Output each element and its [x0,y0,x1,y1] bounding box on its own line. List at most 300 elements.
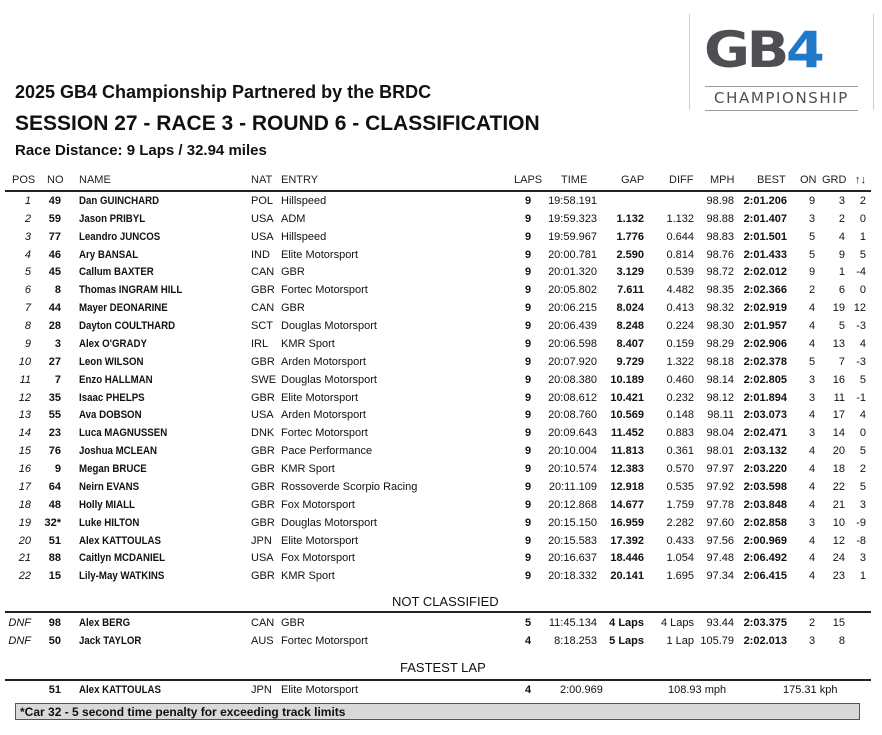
cell-pos: 15 [18,445,31,458]
cell-grd: 23 [832,570,845,583]
cell-pos: DNF [8,617,31,629]
cell-name: Caitlyn MCDANIEL [79,552,166,565]
cell-mph: 98.98 [706,195,734,207]
cell-mph: 98.88 [706,212,734,225]
cell-laps: 4 [524,635,532,647]
cell-best: 2:00.969 [743,534,787,547]
logo-gb-text: GB [704,21,786,79]
cell-nat: GBR [251,355,275,368]
cell-no: 35 [48,391,61,404]
cell-best: 2:06.415 [743,570,787,583]
cell-mph: 97.60 [706,516,734,529]
cell-nat: DNK [251,427,275,440]
cell-no: 28 [48,320,61,333]
cell-pos: 20 [18,534,31,547]
cell-on: 3 [808,516,816,529]
table-row [0,425,882,443]
cell-laps: 9 [524,248,532,261]
cell-pos: 19 [18,516,31,529]
cell-entry: Hillspeed [281,195,327,207]
cell-no: 45 [48,266,61,279]
cell-time: 8:18.253 [554,635,597,647]
cell-nat: CAN [251,266,275,279]
table-row [0,193,882,211]
cell-entry: Fortec Motorsport [281,635,368,647]
cell-diff: 0.361 [666,445,694,458]
cell-pos: 14 [18,427,31,440]
cell-nat: GBR [251,516,275,529]
cell-best: 2:06.492 [743,552,787,565]
cell-gap: 12.383 [610,463,644,476]
cell-time: 20:12.868 [548,498,597,511]
cell-diff: 0.232 [666,391,694,404]
cell-grd: 22 [832,480,845,493]
cell-on: 2 [808,617,816,629]
cell-gap: 2.590 [616,248,644,261]
cell-diff: 1 Lap [666,635,694,647]
cell-best: 2:02.366 [743,284,787,297]
cell-grd: 21 [832,498,845,511]
fastest-lap-row [0,682,882,700]
cell-gap: 3.129 [616,266,644,279]
cell-gap: 11.813 [610,445,644,458]
cell-on: 3 [808,635,816,647]
cell-time: 20:09.643 [548,427,597,440]
cell-mph: 98.11 [707,409,734,422]
cell-name: Megan BRUCE [79,463,147,476]
fastest-lap-title: FASTEST LAP [400,660,486,675]
cell-name: Luke HILTON [79,516,140,529]
cell-laps: 9 [524,463,532,476]
cell-diff: 0.535 [666,480,694,493]
cell-chg: -1 [856,391,866,404]
cell-time: 20:00.781 [548,248,597,261]
cell-best: 2:02.919 [743,302,787,315]
cell-on: 4 [808,480,816,493]
cell-laps: 9 [524,552,532,565]
cell-nat: GBR [251,498,275,511]
cell-time: 20:08.612 [548,391,597,404]
cell-laps: 9 [524,516,532,529]
cell-grd: 24 [832,552,845,565]
col-best: BEST [757,174,786,186]
cell-laps: 5 [524,617,532,629]
cell-chg: -3 [856,355,866,368]
cell-gap: 5 Laps [609,635,644,647]
cell-laps: 9 [524,230,532,243]
cell-laps: 9 [524,409,532,422]
cell-no: 88 [48,552,61,565]
cell-pos: 2 [24,212,31,225]
cell-grd: 14 [832,427,845,440]
cell-mph: 97.48 [706,552,734,565]
cell-entry: Fox Motorsport [281,498,355,511]
dnf-row [0,633,882,651]
cell-on: 5 [808,355,816,368]
cell-on: 2 [808,284,816,297]
table-row [0,407,882,425]
cell-no: 32* [44,516,61,529]
cell-diff: 4.482 [666,284,694,297]
cell-chg: -9 [856,516,866,529]
cell-entry: Douglas Motorsport [281,516,377,529]
cell-best: 2:02.471 [743,427,787,440]
cell-pos: 16 [18,463,31,476]
logo-divider [705,86,858,87]
col-grd: GRD [822,174,847,186]
cell-no: 77 [48,230,61,243]
cell-best: 2:01.501 [743,230,787,243]
cell-nat: GBR [251,463,275,476]
cell-nat: IRL [251,337,269,350]
table-row [0,354,882,372]
cell-on: 5 [808,230,816,243]
cell-no: 98 [48,617,61,629]
cell-diff: 0.883 [666,427,694,440]
table-row [0,336,882,354]
cell-name: Ary BANSAL [79,248,139,261]
cell-mph: 98.35 [706,284,734,297]
col-nat: NAT [251,174,273,186]
cell-no: 51 [48,534,61,547]
cell-nat: GBR [251,570,275,583]
cell-grd: 3 [838,195,845,207]
col-time: TIME [561,174,588,186]
cell-nat: CAN [251,302,275,315]
cell-mph: 98.32 [706,302,734,315]
cell-nat: USA [251,212,274,225]
cell-best: 2:02.012 [743,266,787,279]
session-title: SESSION 27 - RACE 3 - ROUND 6 - CLASSIFICATION [15,112,540,135]
cell-chg: 5 [859,480,866,493]
col-gap: GAP [621,174,645,186]
cell-on: 4 [808,570,816,583]
cell-nat: IND [251,248,270,261]
cell-laps: 9 [524,445,532,458]
cell-time: 11:45.134 [548,617,597,629]
cell-pos: 9 [24,337,31,350]
cell-mph: 97.97 [706,463,734,476]
col-laps: LAPS [514,174,543,186]
cell-grd: 16 [832,373,845,386]
cell-laps: 9 [524,391,532,404]
cell-grd: 9 [838,248,845,261]
cell-laps: 9 [524,284,532,297]
cell-time: 20:10.004 [548,445,597,458]
cell-diff: 0.159 [666,337,694,350]
cell-pos: DNF [8,635,31,647]
cell-time: 20:01.320 [548,266,597,279]
table-row [0,515,882,533]
cell-mph: 98.76 [706,248,734,261]
cell-no: 46 [48,248,61,261]
cell-name: Alex BERG [79,617,131,629]
cell-mph: 97.56 [706,534,734,547]
cell-entry: GBR [281,302,305,315]
cell-no: 7 [54,373,61,386]
cell-gap: 10.569 [610,409,644,422]
cell-gap: 7.611 [617,284,644,297]
cell-grd: 1 [838,266,845,279]
cell-best: 2:01.206 [743,195,787,207]
cell-entry: Elite Motorsport [281,391,359,404]
fastest-lap-no: 51 [48,684,61,696]
cell-diff: 0.224 [666,320,694,333]
cell-pos: 12 [18,391,31,404]
cell-mph: 98.72 [706,266,734,279]
cell-best: 2:01.957 [743,320,787,333]
table-row [0,568,882,586]
cell-entry: Arden Motorsport [281,355,366,368]
cell-no: 76 [48,445,61,458]
cell-on: 4 [808,534,816,547]
cell-laps: 9 [524,570,532,583]
cell-laps: 9 [524,266,532,279]
cell-name: Isaac PHELPS [79,391,145,404]
cell-time: 20:08.760 [548,409,597,422]
cell-grd: 11 [833,391,845,404]
cell-on: 4 [808,463,816,476]
cell-entry: Fortec Motorsport [281,427,368,440]
cell-mph: 98.83 [706,230,734,243]
cell-best: 2:03.375 [743,617,787,629]
cell-laps: 9 [524,195,532,207]
cell-grd: 13 [832,337,845,350]
logo-subtitle: CHAMPIONSHIP [714,89,849,107]
cell-on: 5 [808,248,816,261]
cell-on: 3 [808,391,816,404]
cell-chg: 3 [859,498,866,511]
cell-best: 2:02.378 [743,355,787,368]
cell-time: 19:58.191 [548,195,597,207]
cell-grd: 17 [832,409,845,422]
cell-entry: Rossoverde Scorpio Racing [281,480,418,493]
cell-chg: 1 [859,230,866,243]
cell-nat: USA [251,552,274,565]
cell-chg: 2 [859,463,866,476]
fastest-lap-time: 2:00.969 [560,684,603,696]
cell-grd: 8 [838,635,845,647]
col-mph: MPH [710,174,735,186]
cell-best: 2:01.894 [743,391,787,404]
col-diff: DIFF [669,174,694,186]
race-distance: Race Distance: 9 Laps / 32.94 miles [15,142,267,159]
cell-best: 2:03.073 [743,409,787,422]
cell-pos: 5 [24,266,31,279]
cell-entry: KMR Sport [281,337,335,350]
cell-pos: 1 [24,195,31,207]
cell-no: 8 [54,284,61,297]
cell-no: 23 [48,427,61,440]
gb4-logo [689,14,874,110]
cell-diff: 0.644 [666,230,694,243]
cell-name: Leon WILSON [79,355,144,368]
cell-chg: -3 [856,320,866,333]
cell-time: 19:59.967 [548,230,597,243]
cell-no: 59 [48,212,61,225]
cell-on: 3 [808,373,816,386]
cell-diff: 1.695 [666,570,694,583]
cell-diff: 1.759 [666,498,694,511]
cell-nat: GBR [251,480,275,493]
cell-laps: 9 [524,480,532,493]
cell-mph: 97.34 [706,570,734,583]
cell-laps: 9 [524,302,532,315]
cell-chg: 4 [859,409,866,422]
cell-grd: 15 [832,617,845,629]
cell-best: 2:03.220 [743,463,787,476]
fastest-lap-kph: 175.31 kph [783,684,838,696]
cell-name: Thomas INGRAM HILL [79,284,183,297]
cell-name: Alex O'GRADY [79,337,147,350]
table-row [0,211,882,229]
cell-grd: 4 [838,230,845,243]
cell-on: 4 [808,445,816,458]
cell-pos: 3 [24,230,31,243]
cell-chg: -4 [856,266,866,279]
cell-no: 27 [48,355,61,368]
cell-gap: 10.189 [610,373,644,386]
cell-on: 3 [808,427,816,440]
cell-chg: 0 [859,284,866,297]
cell-chg: 4 [859,337,866,350]
cell-no: 15 [48,570,61,583]
fastest-lap-entry: Elite Motorsport [281,684,359,696]
logo-four-text: 4 [785,21,822,79]
cell-entry: Douglas Motorsport [281,320,377,333]
cell-gap: 20.141 [610,570,644,583]
cell-best: 2:01.407 [743,212,787,225]
cell-name: Callum BAXTER [79,266,154,279]
cell-chg: 0 [859,427,866,440]
cell-time: 20:18.332 [548,570,597,583]
cell-gap: 4 Laps [609,617,644,629]
cell-nat: SWE [251,373,277,386]
cell-laps: 9 [524,534,532,547]
cell-name: Dayton COULTHARD [79,320,176,333]
cell-mph: 98.01 [706,445,734,458]
cell-mph: 93.44 [706,617,734,629]
cell-pos: 17 [18,480,31,493]
cell-diff: 0.413 [666,302,694,315]
cell-chg: 5 [859,373,866,386]
cell-mph: 105.79 [700,635,734,647]
header-rule [5,190,871,192]
cell-mph: 98.29 [706,337,734,350]
cell-chg: -8 [856,534,866,547]
logo-divider [705,110,858,111]
table-row [0,550,882,568]
table-row [0,229,882,247]
cell-diff: 2.282 [666,516,694,529]
col-position-change: ↑↓ [855,174,866,186]
table-row [0,533,882,551]
cell-on: 4 [808,320,816,333]
cell-time: 19:59.323 [548,212,597,225]
cell-nat: USA [251,230,274,243]
cell-chg: 5 [859,445,866,458]
cell-time: 20:10.574 [548,463,597,476]
cell-diff: 4 Laps [660,617,694,629]
cell-gap: 14.677 [610,498,644,511]
table-row [0,461,882,479]
cell-grd: 10 [832,516,845,529]
cell-on: 4 [808,409,816,422]
cell-best: 2:03.598 [743,480,787,493]
cell-name: Leandro JUNCOS [79,230,161,243]
cell-grd: 18 [832,463,845,476]
cell-gap: 17.392 [610,534,644,547]
cell-name: Dan GUINCHARD [79,195,160,207]
cell-laps: 9 [524,498,532,511]
penalty-note: *Car 32 - 5 second time penalty for exceeding track limits [15,703,860,720]
logo-wordmark [704,22,822,78]
cell-laps: 9 [524,212,532,225]
cell-pos: 8 [24,320,31,333]
cell-time: 20:16.637 [548,552,597,565]
cell-time: 20:06.215 [548,302,597,315]
cell-best: 2:03.132 [743,445,787,458]
cell-pos: 13 [18,409,31,422]
cell-entry: GBR [281,617,305,629]
cell-time: 20:15.583 [548,534,597,547]
cell-nat: POL [251,195,274,207]
cell-name: Neirn EVANS [79,480,140,493]
not-classified-rule [5,611,871,613]
fastest-lap-lap: 4 [524,684,532,696]
cell-time: 20:06.439 [548,320,597,333]
cell-on: 4 [808,337,816,350]
fastest-lap-name: Alex KATTOULAS [79,684,161,696]
table-row [0,390,882,408]
table-row [0,443,882,461]
cell-name: Alex KATTOULAS [79,534,161,547]
cell-entry: Fortec Motorsport [281,284,368,297]
cell-chg: 2 [859,195,866,207]
cell-nat: CAN [251,617,275,629]
cell-mph: 98.12 [706,391,734,404]
cell-gap: 11.452 [610,427,644,440]
cell-on: 4 [808,302,816,315]
cell-grd: 7 [838,355,845,368]
cell-time: 20:08.380 [548,373,597,386]
cell-time: 20:15.150 [548,516,597,529]
cell-grd: 19 [832,302,845,315]
cell-entry: Arden Motorsport [281,409,366,422]
dnf-row [0,615,882,633]
col-on: ON [800,174,817,186]
cell-name: Jason PRIBYL [79,212,146,225]
cell-pos: 10 [18,355,31,368]
table-row [0,497,882,515]
cell-best: 2:02.805 [743,373,787,386]
cell-time: 20:11.109 [548,480,597,493]
cell-no: 50 [48,635,61,647]
cell-grd: 12 [832,534,845,547]
cell-diff: 1.322 [666,355,694,368]
cell-gap: 8.407 [616,337,644,350]
table-row [0,282,882,300]
cell-no: 48 [48,498,61,511]
cell-best: 2:02.013 [743,635,787,647]
cell-gap: 8.024 [616,302,644,315]
cell-entry: ADM [281,212,306,225]
cell-gap: 10.421 [610,391,644,404]
table-row [0,372,882,390]
cell-grd: 2 [838,212,845,225]
championship-title: 2025 GB4 Championship Partnered by the BRDC [15,82,432,102]
cell-name: Joshua MCLEAN [79,445,157,458]
